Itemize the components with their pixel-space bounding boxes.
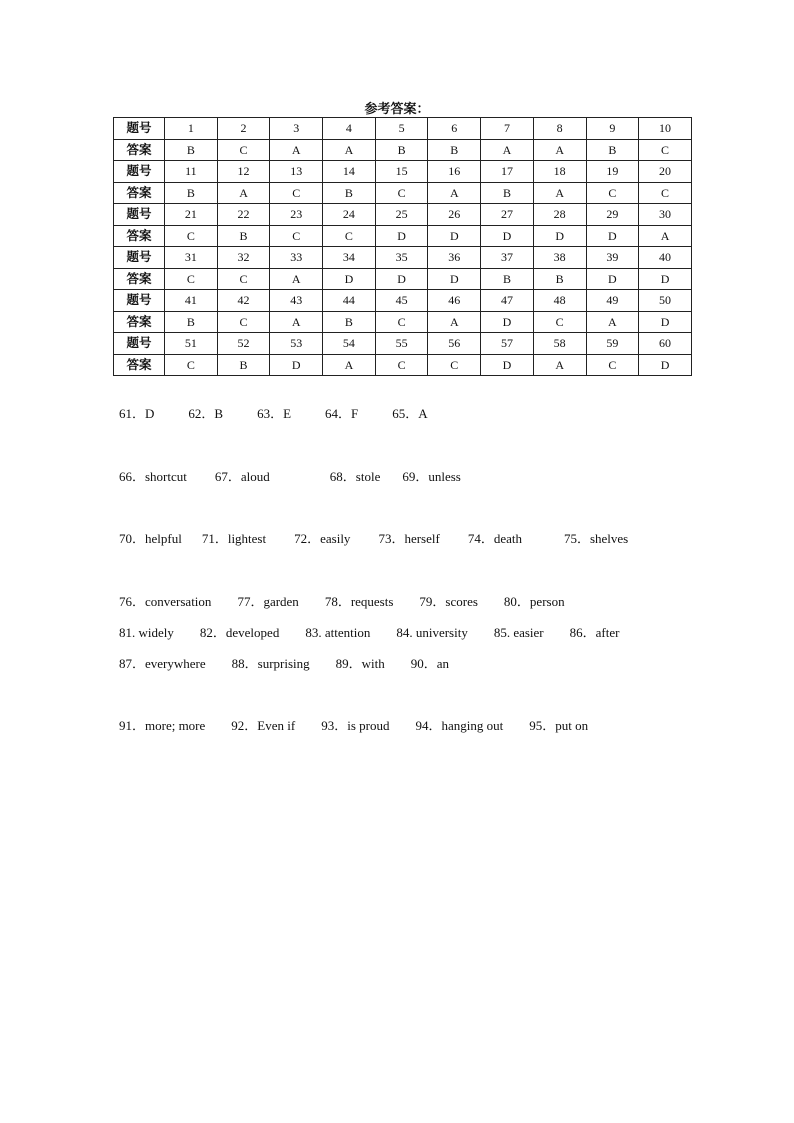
table-cell: 29 — [586, 204, 639, 226]
answer-item: 72．easily — [294, 531, 351, 546]
table-cell: 35 — [375, 247, 428, 269]
table-cell: D — [481, 354, 534, 376]
table-cell: A — [323, 354, 376, 376]
answer-item: 86．after — [569, 625, 620, 640]
answer-item: 61．D — [119, 406, 155, 421]
table-cell: A — [270, 311, 323, 333]
table-cell: 22 — [217, 204, 270, 226]
table-row — [114, 333, 692, 355]
table-cell: 42 — [217, 290, 270, 312]
table-cell: C — [375, 311, 428, 333]
table-cell: C — [165, 268, 218, 290]
table-cell: A — [270, 268, 323, 290]
answer-item: 82．developed — [199, 625, 280, 640]
table-cell: 10 — [639, 118, 692, 140]
table-cell: B — [217, 225, 270, 247]
answer-item: 66．shortcut — [119, 469, 187, 484]
table-cell: 6 — [428, 118, 481, 140]
table-row — [114, 182, 692, 204]
table-cell: B — [165, 311, 218, 333]
table-cell: 39 — [586, 247, 639, 269]
table-cell: A — [428, 311, 481, 333]
table-cell: C — [217, 139, 270, 161]
answer-line — [119, 715, 588, 734]
answer-item: 93．is proud — [321, 718, 390, 733]
table-cell: 21 — [165, 204, 218, 226]
answer-item: 79．scores — [419, 594, 478, 609]
table-row — [114, 311, 692, 333]
table-cell: C — [639, 139, 692, 161]
table-cell: 2 — [217, 118, 270, 140]
table-cell: 5 — [375, 118, 428, 140]
table-cell: 13 — [270, 161, 323, 183]
row-label: 题号 — [114, 118, 165, 140]
row-label: 答案 — [114, 311, 165, 333]
row-label: 题号 — [114, 247, 165, 269]
table-cell: D — [428, 268, 481, 290]
table-cell: D — [533, 225, 586, 247]
table-cell: C — [217, 268, 270, 290]
table-cell: 60 — [639, 333, 692, 355]
table-row — [114, 161, 692, 183]
table-cell: 50 — [639, 290, 692, 312]
table-cell: B — [323, 182, 376, 204]
table-row — [114, 268, 692, 290]
table-cell: C — [270, 225, 323, 247]
answer-item: 68．stole — [329, 469, 381, 484]
table-cell: B — [323, 311, 376, 333]
table-cell: A — [270, 139, 323, 161]
table-cell: 1 — [165, 118, 218, 140]
table-cell: B — [217, 354, 270, 376]
table-cell: B — [428, 139, 481, 161]
answer-item: 78．requests — [324, 594, 394, 609]
answer-item: 64．F — [325, 406, 359, 421]
table-cell: B — [481, 182, 534, 204]
table-cell: D — [639, 354, 692, 376]
table-cell: 28 — [533, 204, 586, 226]
table-cell: D — [639, 268, 692, 290]
answer-item: 62．B — [188, 406, 224, 421]
table-cell: A — [533, 354, 586, 376]
answer-item: 94．hanging out — [415, 718, 504, 733]
table-cell: 20 — [639, 161, 692, 183]
table-cell: C — [165, 354, 218, 376]
table-cell: 25 — [375, 204, 428, 226]
table-cell: D — [375, 268, 428, 290]
table-cell: 12 — [217, 161, 270, 183]
answer-line — [119, 622, 619, 641]
table-cell: C — [375, 182, 428, 204]
table-cell: D — [323, 268, 376, 290]
answer-item: 63．E — [257, 406, 292, 421]
table-cell: C — [165, 225, 218, 247]
table-cell: 31 — [165, 247, 218, 269]
table-cell: A — [639, 225, 692, 247]
table-cell: D — [375, 225, 428, 247]
page-title: 参考答案： — [364, 101, 430, 116]
table-cell: 54 — [323, 333, 376, 355]
answer-item: 74．death — [467, 531, 522, 546]
table-row — [114, 354, 692, 376]
answer-line — [119, 653, 449, 672]
answer-line — [119, 591, 565, 610]
table-cell: 48 — [533, 290, 586, 312]
answer-item: 76．conversation — [119, 594, 212, 609]
table-cell: 49 — [586, 290, 639, 312]
table-cell: 51 — [165, 333, 218, 355]
table-cell: 52 — [217, 333, 270, 355]
answer-item: 88．surprising — [231, 656, 310, 671]
table-cell: 4 — [323, 118, 376, 140]
table-cell: 38 — [533, 247, 586, 269]
table-cell: 45 — [375, 290, 428, 312]
table-cell: C — [586, 354, 639, 376]
table-cell: B — [165, 139, 218, 161]
table-cell: 9 — [586, 118, 639, 140]
row-label: 答案 — [114, 268, 165, 290]
answer-item: 70．helpful — [119, 531, 182, 546]
table-cell: B — [375, 139, 428, 161]
answer-line — [119, 403, 428, 422]
answer-item: 91．more; more — [119, 718, 206, 733]
answer-item: 81. widely — [119, 625, 174, 640]
table-cell: D — [586, 225, 639, 247]
table-cell: 33 — [270, 247, 323, 269]
table-row — [114, 225, 692, 247]
answer-item: 95．put on — [529, 718, 589, 733]
table-cell: 27 — [481, 204, 534, 226]
table-cell: 11 — [165, 161, 218, 183]
row-label: 题号 — [114, 161, 165, 183]
table-cell: 58 — [533, 333, 586, 355]
table-cell: 7 — [481, 118, 534, 140]
table-cell: B — [481, 268, 534, 290]
table-cell: A — [217, 182, 270, 204]
answer-item: 67．aloud — [214, 469, 270, 484]
answer-item: 77．garden — [237, 594, 299, 609]
answer-item: 85. easier — [493, 625, 544, 640]
table-cell: 8 — [533, 118, 586, 140]
table-cell: 43 — [270, 290, 323, 312]
table-row — [114, 290, 692, 312]
table-cell: 16 — [428, 161, 481, 183]
answer-table — [113, 117, 692, 376]
table-cell: 46 — [428, 290, 481, 312]
table-row — [114, 139, 692, 161]
table-cell: A — [481, 139, 534, 161]
answer-item: 87．everywhere — [119, 656, 206, 671]
table-cell: 37 — [481, 247, 534, 269]
table-cell: 59 — [586, 333, 639, 355]
table-cell: 24 — [323, 204, 376, 226]
table-cell: A — [428, 182, 481, 204]
table-cell: 41 — [165, 290, 218, 312]
table-cell: 57 — [481, 333, 534, 355]
answer-item: 92．Even if — [231, 718, 296, 733]
table-cell: D — [639, 311, 692, 333]
row-label: 答案 — [114, 354, 165, 376]
table-cell: 17 — [481, 161, 534, 183]
answer-item: 90．an — [410, 656, 450, 671]
table-cell: 47 — [481, 290, 534, 312]
row-label: 题号 — [114, 290, 165, 312]
table-cell: 30 — [639, 204, 692, 226]
table-cell: A — [586, 311, 639, 333]
table-cell: D — [481, 225, 534, 247]
row-label: 题号 — [114, 333, 165, 355]
answer-item: 73．herself — [378, 531, 440, 546]
table-cell: D — [586, 268, 639, 290]
table-cell: D — [428, 225, 481, 247]
answer-item: 75．shelves — [563, 531, 629, 546]
table-cell: B — [165, 182, 218, 204]
table-cell: C — [323, 225, 376, 247]
table-cell: 19 — [586, 161, 639, 183]
table-cell: 44 — [323, 290, 376, 312]
row-label: 答案 — [114, 182, 165, 204]
table-cell: D — [481, 311, 534, 333]
answer-item: 65．A — [392, 406, 428, 421]
answer-line — [119, 528, 628, 547]
table-cell: D — [270, 354, 323, 376]
table-cell: C — [428, 354, 481, 376]
table-row — [114, 118, 692, 140]
table-cell: 55 — [375, 333, 428, 355]
table-row — [114, 204, 692, 226]
table-cell: C — [533, 311, 586, 333]
table-row — [114, 247, 692, 269]
table-cell: 34 — [323, 247, 376, 269]
table-cell: 23 — [270, 204, 323, 226]
table-cell: 53 — [270, 333, 323, 355]
row-label: 答案 — [114, 139, 165, 161]
answer-item: 84. university — [396, 625, 468, 640]
table-cell: C — [639, 182, 692, 204]
table-cell: 36 — [428, 247, 481, 269]
table-cell: 40 — [639, 247, 692, 269]
row-label: 答案 — [114, 225, 165, 247]
table-cell: 56 — [428, 333, 481, 355]
table-cell: A — [323, 139, 376, 161]
table-cell: C — [270, 182, 323, 204]
table-cell: 14 — [323, 161, 376, 183]
table-cell: 32 — [217, 247, 270, 269]
table-cell: A — [533, 182, 586, 204]
answer-item: 69．unless — [402, 469, 461, 484]
answer-item: 80．person — [503, 594, 565, 609]
table-cell: C — [217, 311, 270, 333]
table-cell: 18 — [533, 161, 586, 183]
table-cell: 15 — [375, 161, 428, 183]
row-label: 题号 — [114, 204, 165, 226]
table-cell: C — [375, 354, 428, 376]
answer-item: 83. attention — [305, 625, 371, 640]
table-cell: B — [533, 268, 586, 290]
answer-item: 71．lightest — [201, 531, 267, 546]
table-cell: B — [586, 139, 639, 161]
table-cell: 3 — [270, 118, 323, 140]
table-cell: C — [586, 182, 639, 204]
table-cell: 26 — [428, 204, 481, 226]
answer-line — [119, 466, 461, 485]
answer-item: 89．with — [335, 656, 385, 671]
table-cell: A — [533, 139, 586, 161]
